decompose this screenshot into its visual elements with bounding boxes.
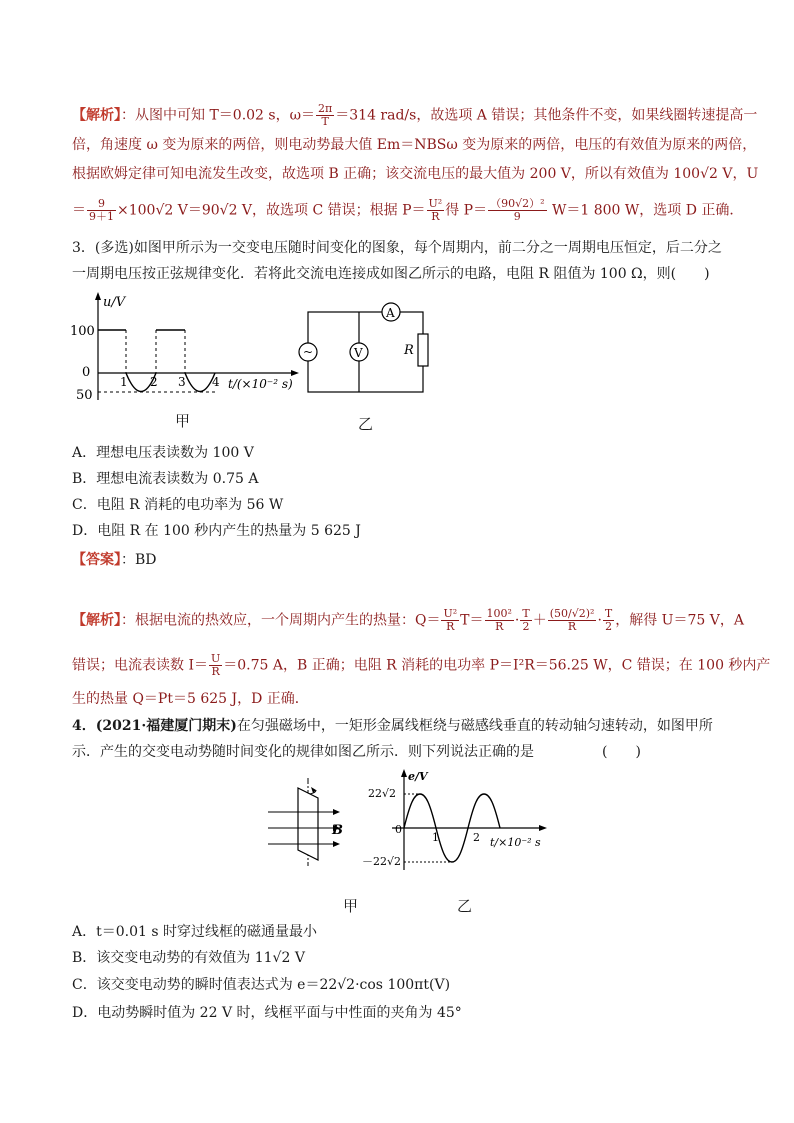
tick-0: 0 xyxy=(82,365,91,380)
analysis2-line2: 错误；电流表读数 I＝ $\frac{U}{R}$ ＝0.75 A，B 正确；电阻 R 消耗的电功率 P＝I²R＝56.25 W，C 错误；在 100 秒内产 xyxy=(72,652,771,678)
tick-pos-peak: 22√2 xyxy=(368,787,397,800)
q4-option-a: A．t＝0.01 s 时穿过线框的磁通量最小 xyxy=(72,924,317,940)
fraction: $\frac{\text{（90√2）²}}{9}$ xyxy=(490,197,545,223)
tick-t1: 1 xyxy=(432,831,439,844)
q4-option-d: D．电动势瞬时值为 22 V 时，线框平面与中性面的夹角为 45° xyxy=(72,1005,462,1021)
analysis1-line2: 倍，角速度 ω 变为原来的两倍，则电动势最大值 Em＝NBSω 变为原来的两倍，电压的有效值为原来的两倍， xyxy=(72,137,757,153)
analysis-label: 【解析】 xyxy=(72,107,121,124)
q3-option-a: A．理想电压表读数为 100 V xyxy=(72,445,254,461)
q3-option-c: C．电阻 R 消耗的电功率为 56 W xyxy=(72,497,284,513)
t-axis-label: t/(×10⁻² s) xyxy=(228,377,293,391)
voltmeter-label: V xyxy=(354,346,363,360)
b-field-label: B xyxy=(332,823,343,838)
e-axis-label: e/V xyxy=(408,770,428,783)
q3-caption-jia: 甲 xyxy=(175,412,191,430)
tick-t2: 2 xyxy=(150,375,158,389)
t-axis-label: t/×10⁻² s xyxy=(490,836,541,849)
q3-stem-line2: 一周期电压按正弦规律变化．若将此交流电连接成如图乙所示的电路，电阻 R 阻值为 100 Ω，则( ) xyxy=(72,266,710,282)
tick-neg-peak: －22√2 xyxy=(362,855,402,868)
tick-t1: 1 xyxy=(120,375,128,389)
fraction: $\frac{9}{9+1}$ xyxy=(89,197,114,223)
analysis2-line1: 【解析】：根据电流的热效应，一个周期内产生的热量：Q＝ $\frac{\text{U²}}{R}$ T＝ $\frac{\text{100²}}{R}$ · $\frac{T}{2}$ ＋ $\frac{\text{(50/√2)²}}{R}$ · $\frac{T}{2}$ ，解得 U＝75 V，A xyxy=(72,607,744,633)
q4-stem-line1: 4．(2021·福建厦门期末)在匀强磁场中，一矩形金属线框绕与磁感线垂直的转动轴匀速转动，如图甲所 xyxy=(72,718,713,734)
q3-stem-line1: 3．(多选)如图甲所示为一交变电压随时间变化的图象，每个周期内，前二分之一周期电压恒定，后二分之 xyxy=(72,240,722,256)
coil-frame-icon xyxy=(298,788,318,860)
tick-neg50: 50 xyxy=(76,388,93,403)
fraction: $\frac{\text{U²}}{R}$ xyxy=(428,197,443,223)
ac-source-symbol: ~ xyxy=(303,345,314,359)
q4-option-c: C．该交变电动势的瞬时值表达式为 e＝22√2·cos 100πt(V) xyxy=(72,977,451,993)
tick-t3: 3 xyxy=(178,375,186,389)
q3-circuit-diagram xyxy=(290,300,440,400)
resistor-icon xyxy=(418,334,428,366)
q3-option-b: B．理想电流表读数为 0.75 A xyxy=(72,471,259,487)
tick-t4: 4 xyxy=(212,375,220,389)
u-axis-label: u/V xyxy=(103,295,126,310)
fraction: $\frac{2\pi}{T}$ xyxy=(318,102,333,128)
q4-option-b: B．该交变电动势的有效值为 11√2 V xyxy=(72,950,305,966)
q3-option-d: D．电阻 R 在 100 秒内产生的热量为 5 625 J xyxy=(72,523,361,539)
q3-answer: 【答案】：BD xyxy=(72,552,157,568)
resistor-label: R xyxy=(404,343,414,358)
analysis1-line3: 根据欧姆定律可知电流发生改变，故选项 B 正确；该交流电压的最大值为 200 V，所以有效值为 100√2 V，U xyxy=(72,166,759,182)
q4-emf-graph xyxy=(362,766,552,876)
ammeter-label: A xyxy=(386,306,395,320)
q3-voltage-graph xyxy=(70,288,310,408)
tick-0: 0 xyxy=(395,823,402,836)
q4-caption-jia: 甲 xyxy=(343,897,359,915)
q3-caption-yi: 乙 xyxy=(358,415,374,433)
tick-t2: 2 xyxy=(473,831,480,844)
analysis1-line1: 【解析】：从图中可知 T＝0.02 s，ω＝ $\frac{2\pi}{T}$ ＝314 rad/s，故选项 A 错误；其他条件不变，如果线圈转速提高一 xyxy=(72,102,758,128)
q4-caption-yi: 乙 xyxy=(457,897,473,915)
analysis1-line4: ＝ $\frac{9}{9+1}$ ×100√2 V＝90√2 V，故选项 C 错误；根据 P＝ $\frac{\text{U²}}{R}$ 得 P＝ $\frac{\text{（90√2）²}}{9}$ W＝1 800 W，选项 D 正确． xyxy=(72,197,744,223)
tick-100: 100 xyxy=(70,324,95,339)
q4-rotating-frame-diagram xyxy=(262,776,352,871)
analysis2-line3: 生的热量 Q＝Pt＝5 625 J，D 正确． xyxy=(72,691,309,707)
q4-stem-line2: 示．产生的交变电动势随时间变化的规律如图乙所示．则下列说法正确的是 ( ) xyxy=(72,744,641,760)
